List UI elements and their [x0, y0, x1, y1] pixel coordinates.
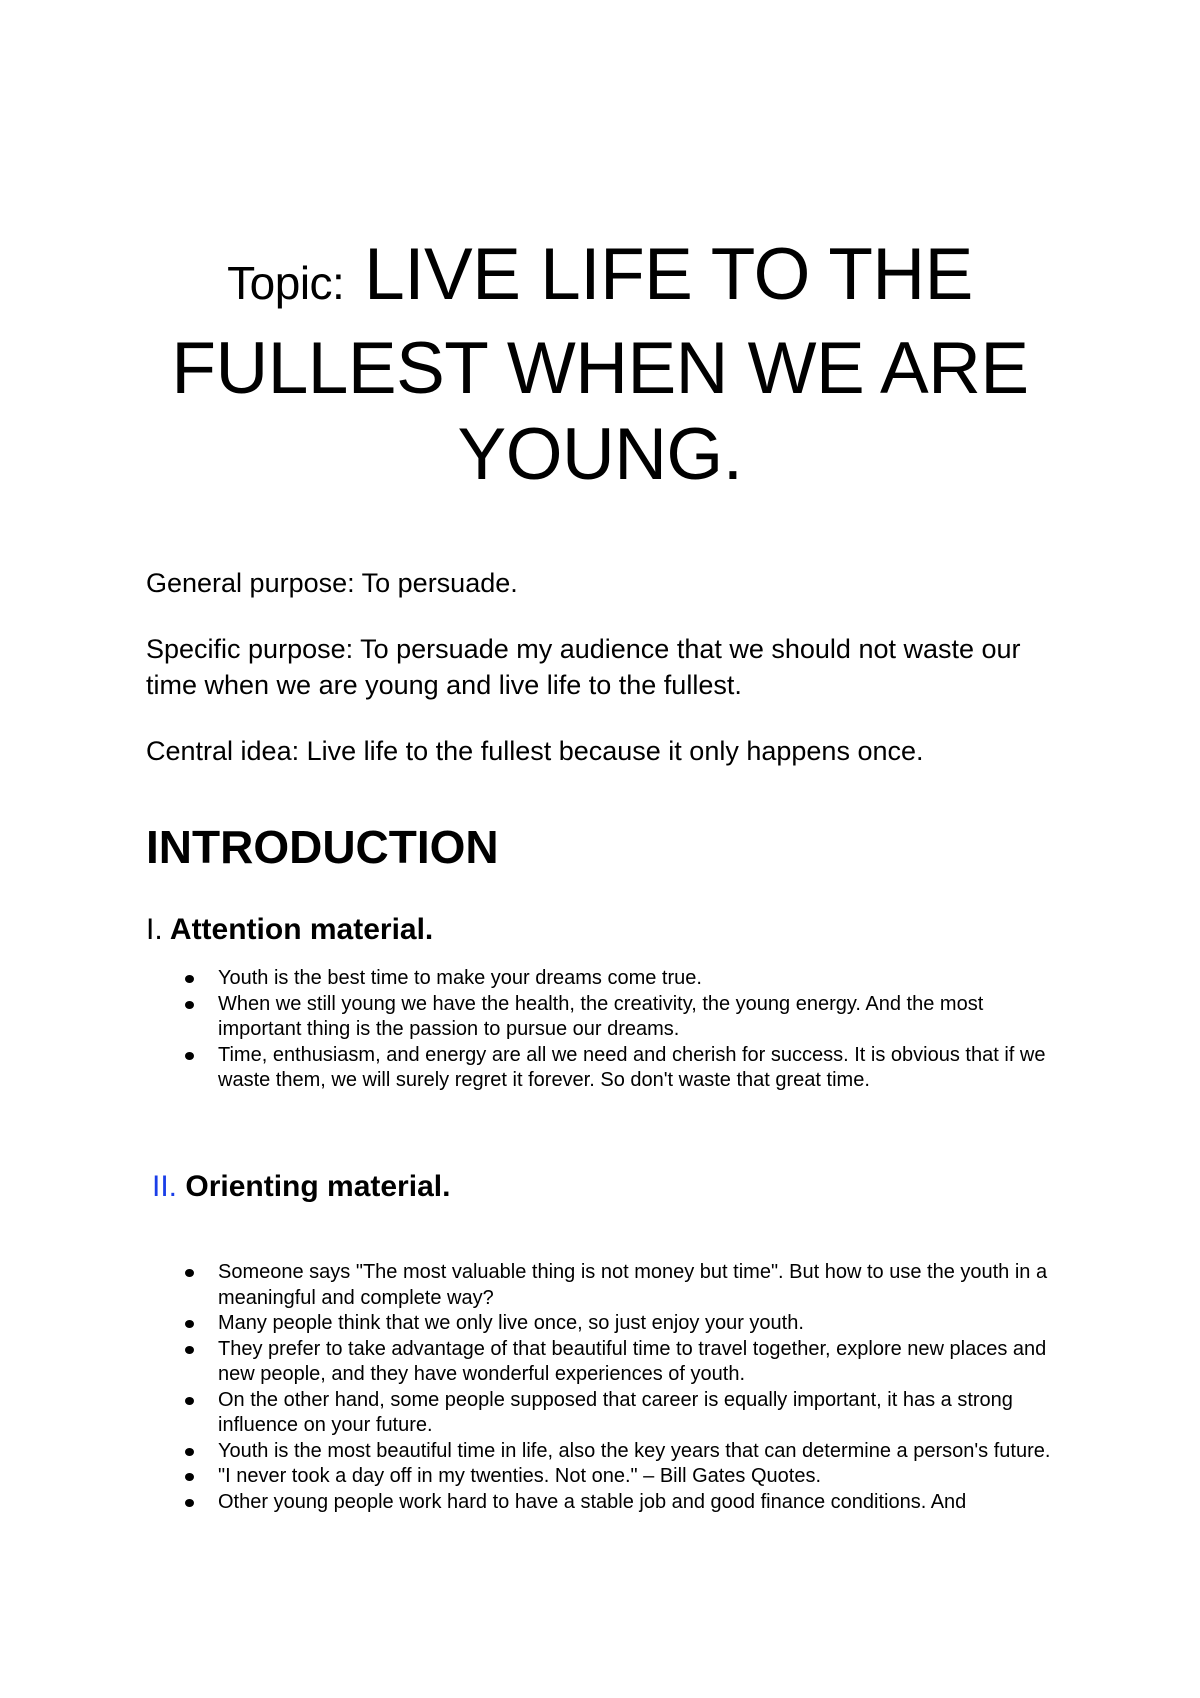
- topic-text: LIVE LIFE TO THE FULLEST WHEN WE ARE YOUNG.: [171, 234, 1029, 495]
- central-idea: Central idea: Live life to the fullest because it only happens once.: [146, 736, 924, 766]
- attention-number: I.: [146, 913, 163, 946]
- list-item: Time, enthusiasm, and energy are all we need and cherish for success. It is obvious that if we waste them, we will surely regret it forever. So don't waste that great time.: [182, 1043, 1062, 1094]
- list-item: When we still young we have the health, the creativity, the young energy. And the most important thing is the passion to pursue our dreams.: [182, 992, 1062, 1043]
- purpose-block: [146, 565, 1046, 769]
- orienting-heading: [152, 1170, 450, 1204]
- orienting-label: Orienting material.: [185, 1170, 451, 1203]
- list-item: Someone says "The most valuable thing is not money but time". But how to use the youth in a meaningful and complete way?: [182, 1260, 1062, 1311]
- attention-heading: [146, 913, 433, 947]
- attention-label: Attention material.: [169, 913, 434, 946]
- list-item: Youth is the most beautiful time in life, also the key years that can determine a person's future.: [182, 1439, 1062, 1465]
- document-title: [100, 232, 1100, 498]
- list-item: "I never took a day off in my twenties. Not one." – Bill Gates Quotes.: [182, 1464, 1062, 1490]
- list-item: Many people think that we only live once, so just enjoy your youth.: [182, 1311, 1062, 1337]
- introduction-heading: INTRODUCTION: [146, 821, 499, 873]
- list-item: They prefer to take advantage of that beautiful time to travel together, explore new places and new people, and they have wonderful experiences of youth.: [182, 1337, 1062, 1388]
- list-item: Other young people work hard to have a stable job and good finance conditions. And: [182, 1490, 1062, 1516]
- orienting-list: [182, 1260, 1062, 1515]
- topic-label: Topic:: [227, 257, 345, 309]
- list-item: On the other hand, some people supposed that career is equally important, it has a strong influence on your future.: [182, 1388, 1062, 1439]
- orienting-number: II.: [152, 1170, 178, 1203]
- attention-list: [182, 966, 1062, 1094]
- specific-purpose: Specific purpose: To persuade my audience that we should not waste our time when we are young and live life to the fullest.: [146, 634, 1021, 700]
- general-purpose: General purpose: To persuade.: [146, 568, 518, 598]
- list-item: Youth is the best time to make your dreams come true.: [182, 966, 1062, 992]
